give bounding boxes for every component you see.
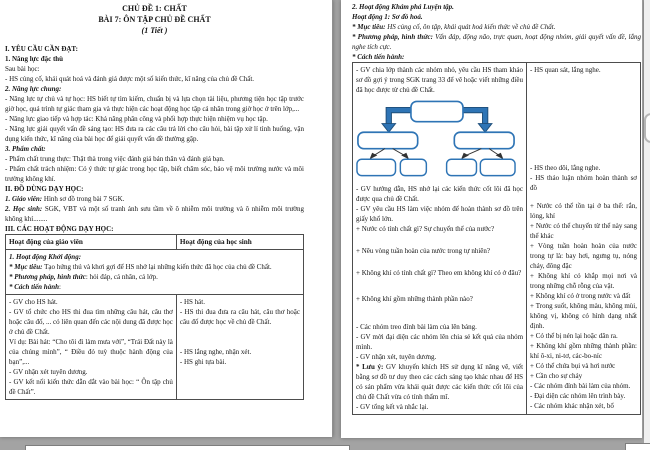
paragraph: - Phẩm chất trung thực: Thật thà trong việc đánh giá bản thân và đánh giá bạn.	[5, 155, 225, 163]
heading-general-capacity: 2. Năng lực chung:	[5, 85, 62, 93]
gv-step: - GV tổ chức cho HS thi đua tìm những câu hát, câu thơ hoặc câu đố, ... có liên quan đến các nội dung đã được học ở chủ đề Chất.	[9, 308, 173, 336]
doc-topic-title: CHỦ ĐỀ 1: CHẤT	[122, 4, 187, 13]
map-box-leaf-4	[480, 159, 515, 175]
paragraph: - Phẩm chất trách nhiệm: Có ý thức tự giác trong học tập, biết chăm sóc, bảo vệ môi trường nước và môi trường không khí.	[5, 165, 304, 183]
hs-step: + Cần cho sự cháy	[530, 372, 583, 380]
activity-content-row	[6, 295, 304, 400]
right-gutter	[644, 0, 650, 450]
gv-note: * Lưu ý: GV khuyến khích HS sử dụng kĩ năng vẽ, viết bằng sơ đồ tư duy theo các cách sáng tạo khác nhau để HS có sản phẩm vừa khái quát được các kiến thức cốt lõi của chủ đề Chất vừa có tính thẩm mĩ.	[356, 363, 524, 401]
page-1	[0, 0, 333, 437]
hs-step: + Vòng tuần hoàn hoàn của nước trong tự là: bay hơi, ngưng tụ, nóng chảy, đông đặc	[530, 242, 637, 270]
heading-quality: 3. Phẩm chất:	[5, 145, 46, 153]
heading-activities: III. CÁC HOẠT ĐỘNG DẠY HỌC:	[5, 225, 114, 233]
paragraph: 2. Học sinh: SGK, VBT và một số tranh ảnh sưu tầm về ô nhiễm môi trường và ô nhiễm môi trường không khí........	[5, 205, 304, 223]
activity1-method: * Phương pháp, hình thức: hỏi đáp, cá nhân, cả lớp.	[9, 273, 158, 281]
col-header-teacher: Hoạt động của giáo viên	[6, 235, 177, 250]
hs-step: - HS ghi tựa bài.	[179, 358, 227, 366]
map-box-leaf-1	[357, 159, 396, 175]
hs-step: - HS hát.	[179, 298, 205, 306]
arrowhead-right	[478, 124, 491, 133]
hs-step: + Có thể bị nén lại hoặc dãn ra.	[530, 332, 618, 340]
gv-step: + Không khí có tính chất gì? Theo em không khí có ở đâu?	[356, 269, 522, 277]
paragraph: 1. Giáo viên: Hình sơ đồ trong bài 7 SGK.	[5, 195, 125, 203]
elbow-arrow-right	[460, 110, 485, 124]
hs-step: - Đại diện các nhóm lên trình bày.	[530, 392, 626, 400]
elbow-arrow-left	[389, 110, 414, 124]
gv-step: Ví dụ: Bài hát: “Cho tôi đi làm mưa với”, “Trái Đất này là của chúng mình”, “ Điều đó tuỳ thuộc hành động của bạn”,...	[9, 338, 173, 366]
map-box-mid-right	[454, 132, 514, 148]
gv-step: - GV nhận xét, tuyên dương.	[356, 353, 437, 361]
page-scroll-handle[interactable]	[644, 113, 650, 143]
doc-duration: (1 Tiết )	[141, 26, 168, 35]
activity2-goal: * Mục tiêu: HS củng cố, ôn tập, khái quát hoá kiến thức về chủ đề Chất.	[352, 23, 556, 31]
hs-step: + Có thể chứa bụi và hơi nước	[530, 362, 616, 370]
heading-requirements: I. YÊU CẦU CẦN ĐẠT:	[5, 45, 78, 53]
table-header-row	[6, 235, 304, 250]
doc-lesson-title: BÀI 7: ÔN TẬP CHỦ ĐỀ CHẤT	[98, 15, 211, 24]
paragraph: Sau bài học:	[5, 65, 40, 73]
heading-capacity: 1. Năng lực đặc thù	[5, 55, 64, 63]
activity-intro-row	[6, 250, 304, 295]
concept-map-diagram	[356, 99, 523, 182]
hs-step: - HS thi đua đưa ra câu hát, câu thơ hoặc câu đố được học về chủ đề Chất.	[179, 308, 300, 326]
gv-step: - Các nhóm treo đính bài làm của lên bảng.	[356, 323, 477, 331]
map-box-leaf-2	[400, 159, 426, 175]
arrowhead-left	[382, 124, 395, 133]
hs-step: + Không khí gồm những thành phần: khí ô-xi, ni-tơ, các-bo-níc	[530, 342, 637, 360]
gv-step: - GV yêu cầu HS làm việc nhóm để hoàn thành sơ đồ trên giấy khổ lớn.	[356, 205, 524, 223]
gv-step: + Nêu vòng tuần hoàn của nước trong tự nhiên?	[356, 247, 491, 255]
map-box-mid-left	[358, 132, 418, 148]
activity2-subtitle: Hoạt động 1: Sơ đồ hoá.	[352, 13, 423, 21]
gv-step: - GV chia lớp thành các nhóm nhỏ, yêu cầu HS tham khảo sơ đồ gợi ý trong SGK trang 33 để vẽ hoặc viết những điều đã học được từ chủ đề Chất.	[356, 66, 524, 94]
next-page-preview-right	[625, 443, 650, 450]
paragraph: - Năng lực tự chủ và tự học: HS biết tự tìm kiếm, chuẩn bị và lựa chọn tài liệu, phương tiện học tập trước giờ học, quá trình tự giác tham gia và thực hiện các hoạt động học tập cá nhân trong giờ học ở trên lớp,...	[5, 95, 304, 113]
hs-step: - Các nhóm khác nhận xét, bổ	[530, 402, 614, 410]
gv-step: - GV nhận xét tuyên dương.	[9, 368, 88, 376]
activity1-goal: * Mục tiêu: Tạo hứng thú và khơi gợi để HS nhớ lại những kiến thức đã học của chủ đề Chất.	[9, 263, 272, 271]
activity2-steps: * Cách tiến hành:	[352, 53, 405, 61]
paragraph: - Năng lực giải quyết vấn đề sáng tạo: HS đưa ra các câu trả lời cho câu hỏi, bài tập xử lí tình huống, vận dụng kiến thức, kĩ năng của bài học để giải quyết vấn đề thường gặp.	[5, 125, 304, 143]
gv-step: - GV hướng dẫn, HS nhớ lại các kiến thức cốt lõi đã học được qua chủ đề Chất.	[356, 185, 524, 203]
heading-equipment: II. ĐỒ DÙNG DẠY HỌC:	[5, 185, 84, 193]
gv-step: + Nước có tính chất gì? Sự chuyển thể của nước?	[356, 225, 495, 233]
activity-table-2	[352, 62, 641, 415]
col-header-student: Hoạt động của học sinh	[176, 235, 303, 250]
paragraph: - HS củng cố, khái quát hoá và đánh giá được một số kiến thức, kĩ năng của chủ đề Chất.	[5, 75, 255, 83]
activity-content-row	[353, 63, 641, 415]
paragraph: - Năng lực giao tiếp và hợp tác: Khả năng phân công và phối hợp thực hiện nhiệm vụ học tập.	[5, 115, 268, 123]
activity1-steps: * Cách tiến hành:	[9, 283, 61, 291]
activity-table-1	[5, 234, 304, 400]
hs-step: - HS theo dõi, lắng nghe.	[530, 164, 601, 172]
thin-arrows	[370, 149, 502, 159]
hs-step: + Không khí có ở trong nước và đất	[530, 292, 631, 300]
gv-step: - GV mời đại diện các nhóm lên chia sẻ kết quả của nhóm mình.	[356, 333, 524, 351]
map-box-leaf-3	[447, 159, 477, 175]
activity2-method: * Phương pháp, hình thức: Vấn đáp, động não, trực quan, hoạt động nhóm, giải quyết vấn đề, lắng nghe tích cực.	[352, 33, 642, 51]
map-box-top	[411, 101, 463, 121]
hs-step: + Không khí có khắp mọi nơi và trong những chỗ rỗng của vật.	[530, 272, 637, 290]
hs-step: + Nước có thể chuyển từ thể này sang thể khác	[530, 222, 637, 240]
page-2	[341, 0, 643, 438]
hs-step: - HS thảo luận nhóm hoàn thành sơ đồ	[530, 174, 637, 192]
gv-step: - GV tổng kết và nhắc lại.	[356, 403, 429, 411]
gv-step: - GV cho HS hát.	[9, 298, 58, 306]
hs-step: - HS lắng nghe, nhận xét.	[179, 348, 252, 356]
next-page-preview-left	[25, 445, 350, 450]
activity2-title: 2. Hoạt động Khám phá Luyện tập.	[352, 3, 454, 11]
gv-step: + Không khí gồm những thành phần nào?	[356, 295, 473, 303]
hs-step: + Trong suốt, không màu, không mùi, không vị, không có hình dạng nhất định.	[530, 302, 637, 330]
hs-step: - HS quan sát, lắng nghe.	[530, 66, 601, 74]
hs-step: - Các nhóm đính bài làm của nhóm.	[530, 382, 631, 390]
gv-step: - GV kết nối kiến thức dẫn dắt vào bài học: “ Ôn tập chủ đề Chất”.	[9, 378, 173, 396]
hs-step: + Nước có thể tồn tại ở ba thể: rắn, lỏng, khí	[530, 202, 637, 220]
activity1-title: 1. Hoạt động Khởi động:	[9, 253, 82, 261]
